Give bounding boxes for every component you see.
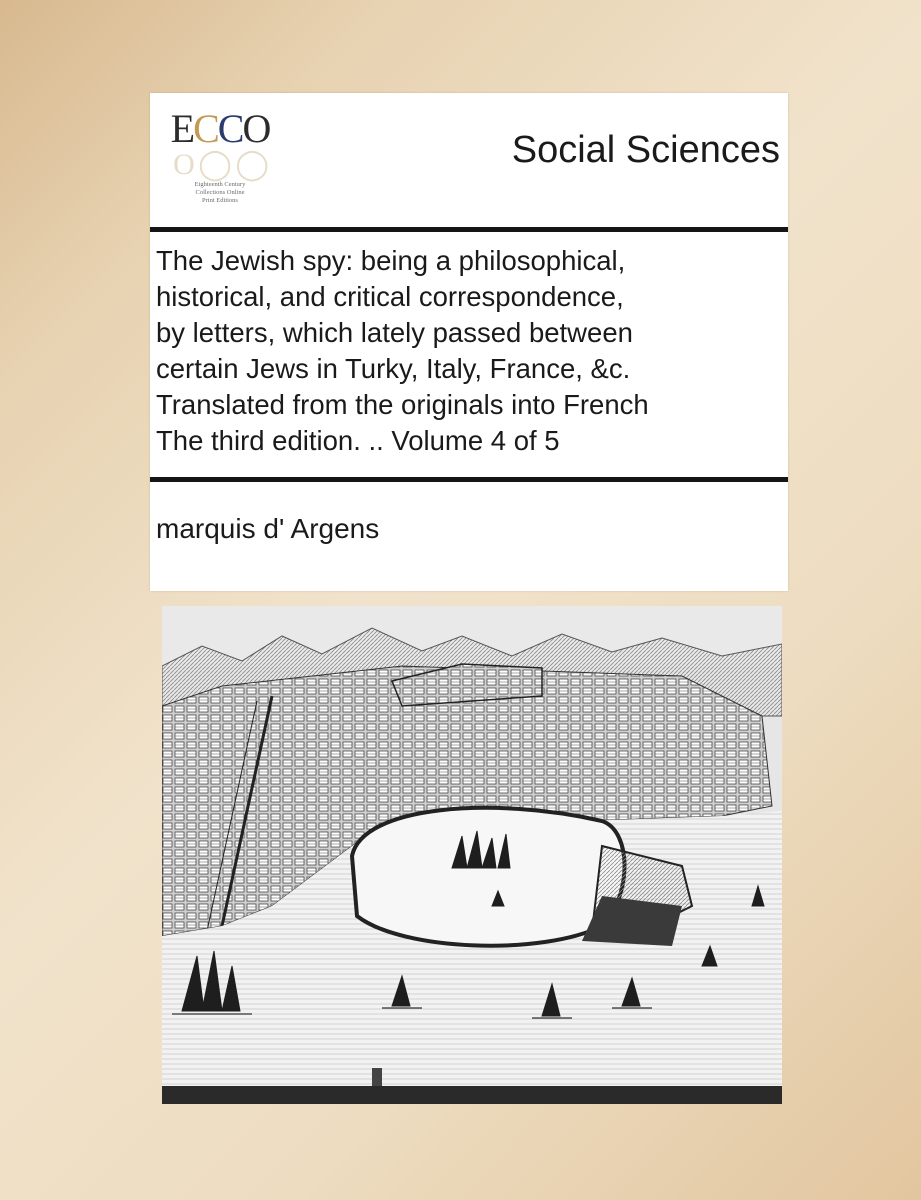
harbor-engraving-image (162, 606, 782, 1104)
logo-caption-line: Print Editions (202, 197, 238, 204)
title-line: The Jewish spy: being a philosophical, (156, 245, 626, 276)
logo-letter-e: E (170, 106, 194, 151)
logo-letter-o: O (242, 106, 270, 151)
logo-caption-line: Eighteenth Century (194, 181, 246, 188)
title-line: certain Jews in Turky, Italy, France, &c. (156, 353, 631, 384)
ecco-logo (170, 107, 270, 213)
logo-caption (170, 181, 270, 205)
divider-top (150, 227, 788, 232)
title-line: The third edition. .. Volume 4 of 5 (156, 425, 560, 456)
logo-letter-c1: C (193, 106, 218, 151)
logo-ghost-mark: O ◯ ◯ (173, 148, 267, 181)
book-title (156, 243, 786, 459)
title-line: historical, and critical correspondence, (156, 281, 624, 312)
header-band (150, 93, 788, 227)
cover-label (150, 93, 788, 591)
author-name: marquis d' Argens (156, 513, 380, 544)
title-line: Translated from the originals into French (156, 389, 649, 420)
series-name: Social Sciences (511, 129, 780, 171)
title-line: by letters, which lately passed between (156, 317, 633, 348)
logo-letter-c2: C (217, 106, 243, 151)
logo-caption-line: Collections Online (195, 189, 245, 196)
harbor-engraving (162, 606, 782, 1104)
divider-bottom (150, 477, 788, 482)
ecco-logo-mark (170, 107, 270, 151)
